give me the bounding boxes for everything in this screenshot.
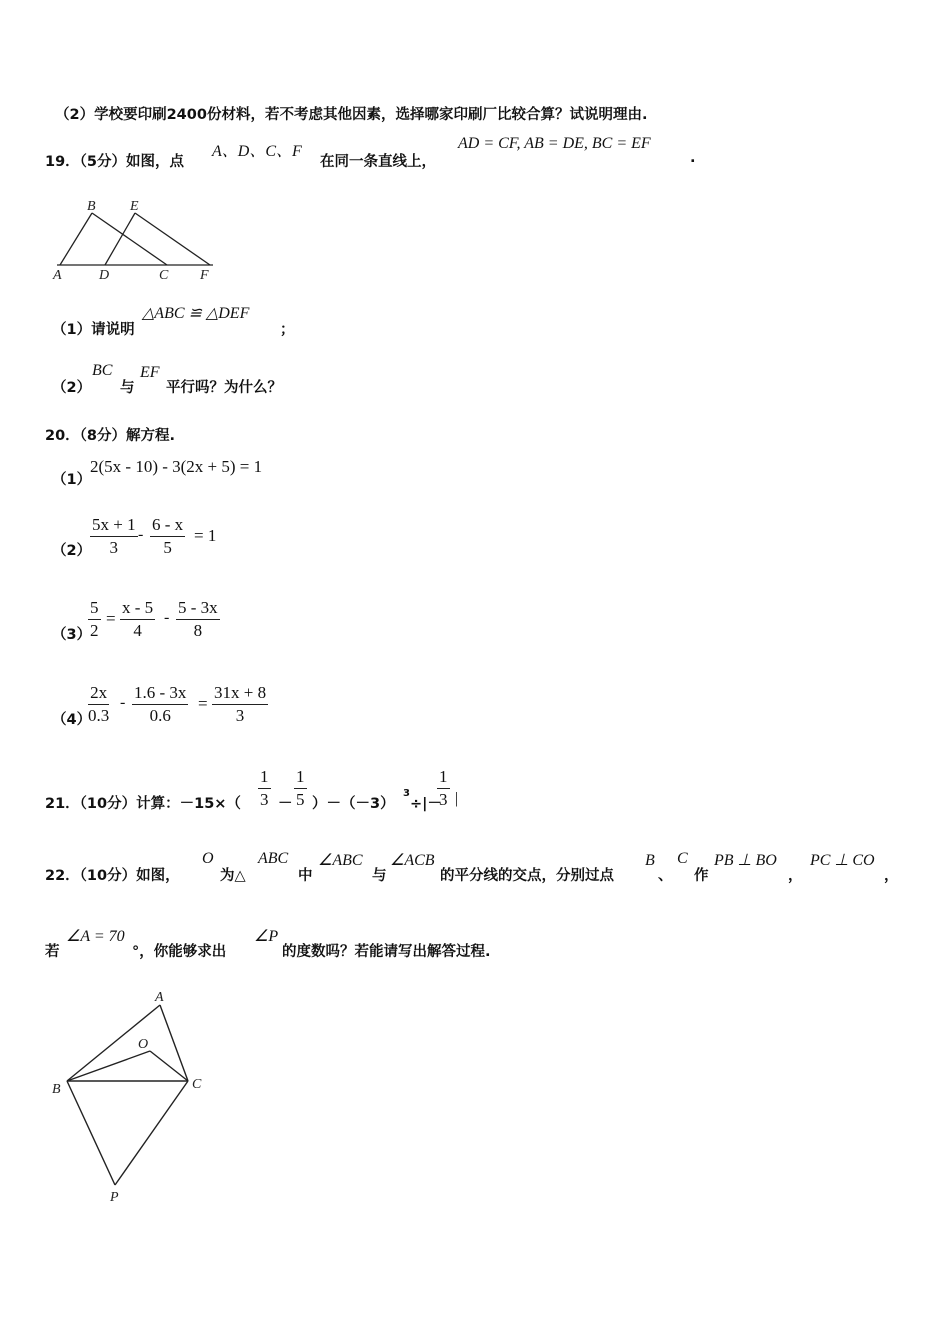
q20-e3-frac2: $\frac{x - 5}{4}$ [122, 598, 154, 640]
q19-p2-label: （2） [52, 380, 92, 396]
q21-minus: － [278, 796, 293, 812]
q20-e2-label: （2） [52, 543, 92, 559]
q20-e4-frac1: $\frac{2x}{0.3}$ [88, 683, 110, 725]
q22-zuo: 作 [694, 868, 709, 884]
q20-e4-eq: = [198, 694, 208, 713]
q22-end: 的度数吗？若能请写出解答过程. [282, 944, 491, 960]
q19-given: AD = CF, AB = DE, BC = EF [458, 135, 651, 152]
q22-head: 22．（10分）如图， [45, 868, 180, 884]
label-D: D [99, 268, 110, 283]
q22-pb: PB ⊥ BO [714, 852, 777, 869]
q22-C: C [677, 850, 688, 867]
q22-figure [45, 985, 225, 1215]
q20-e3-frac1: $\frac{5}{2}$ [90, 598, 99, 640]
segment-AB [60, 213, 92, 265]
q20-e3-eq: = [106, 609, 116, 628]
q22-angP: ∠P [254, 928, 279, 945]
label-E: E [130, 199, 139, 214]
label-B: B [52, 1082, 61, 1097]
q19-end: . [690, 150, 696, 166]
q22-bis: 的平分线的交点，分别过点 [440, 868, 614, 884]
q20-e2-op: - [138, 526, 144, 543]
q22-ruo: 若 [45, 944, 60, 960]
q22-zhong: 中 [298, 868, 313, 884]
q21-frac2: $\frac{1}{5}$ [296, 767, 305, 809]
q21-end: | [455, 790, 459, 807]
q22-pc: PC ⊥ CO [810, 852, 875, 869]
q22-ABC: ABC [258, 850, 289, 867]
q21-mid: ）－（－3） [312, 796, 395, 812]
q20-e4-label: （4） [52, 712, 92, 728]
q21-frac3: $\frac{1}{3}$ [439, 767, 448, 809]
q22-wei: 为△ [220, 868, 246, 884]
segment-CP [115, 1081, 188, 1185]
q20-e4-frac3: $\frac{31x + 8}{3}$ [214, 683, 267, 725]
q20-e1-label: （1） [52, 472, 92, 488]
q19-points: A、D、C、F [212, 143, 302, 160]
label-F: F [200, 268, 209, 283]
q20-head: 20．（8分）解方程. [45, 428, 176, 444]
q20-e1: 2(5x - 10) - 3(2x + 5) = 1 [90, 457, 263, 476]
q19-figure [45, 195, 225, 285]
q21-div: ÷|－ [410, 796, 442, 812]
label-C: C [192, 1077, 202, 1092]
q18-part2: （2）学校要印刷2400份材料，若不考虑其他因素，选择哪家印刷厂比较合算？试说明理由. [55, 107, 648, 123]
q22-angACB: ∠ACB [390, 852, 435, 869]
q19-p2-question: 平行吗？为什么？ [166, 380, 282, 396]
q22-B: B [645, 852, 655, 869]
q22-angABC: ∠ABC [318, 852, 363, 869]
q19-p2-yu: 与 [120, 380, 135, 396]
q20-e2-rhs: = 1 [194, 526, 217, 545]
label-P: P [110, 1190, 119, 1205]
q19-mid: 在同一条直线上， [320, 154, 436, 170]
q21-exponent: 3 [403, 788, 410, 799]
q19-p2-ef: EF [140, 364, 160, 381]
q22-angA: ∠A = 70 [66, 928, 125, 945]
label-B: B [87, 199, 96, 214]
segment-BO [67, 1051, 150, 1081]
q22-yu: 与 [372, 868, 387, 884]
q22-comma2: ， [884, 868, 899, 884]
q21-frac1: $\frac{1}{3}$ [260, 767, 269, 809]
q21-head: 21．（10分）计算：－15×（ [45, 796, 241, 812]
segment-BP [67, 1081, 115, 1185]
q20-e2-frac1: $\frac{5x + 1}{3}$ [92, 515, 136, 557]
q19-head: 19．（5分）如图，点 [45, 154, 185, 170]
q22-deg: °，你能够求出 [132, 944, 227, 960]
q19-p1-label: （1）请说明 [52, 322, 135, 338]
q19-p1-end: ； [280, 322, 295, 338]
label-O: O [138, 1037, 149, 1052]
q20-e3-frac3: $\frac{5 - 3x}{8}$ [178, 598, 218, 640]
label-A: A [53, 268, 62, 283]
label-C: C [159, 268, 169, 283]
segment-BC [92, 213, 167, 265]
q22-O: O [202, 850, 214, 867]
q19-p2-bc: BC [92, 362, 113, 379]
q20-e4-op: - [120, 694, 126, 711]
label-A: A [155, 990, 164, 1005]
q20-e3-label: （3） [52, 627, 92, 643]
q20-e4-frac2: $\frac{1.6 - 3x}{0.6}$ [134, 683, 187, 725]
q20-e2-frac2: $\frac{6 - x}{5}$ [152, 515, 184, 557]
q20-e3-op: - [164, 609, 170, 626]
q19-p1-math: △ABC ≌ △DEF [142, 305, 250, 322]
q22-comma: ， [788, 868, 803, 884]
q22-dun: 、 [658, 868, 673, 884]
segment-EF [135, 213, 210, 265]
